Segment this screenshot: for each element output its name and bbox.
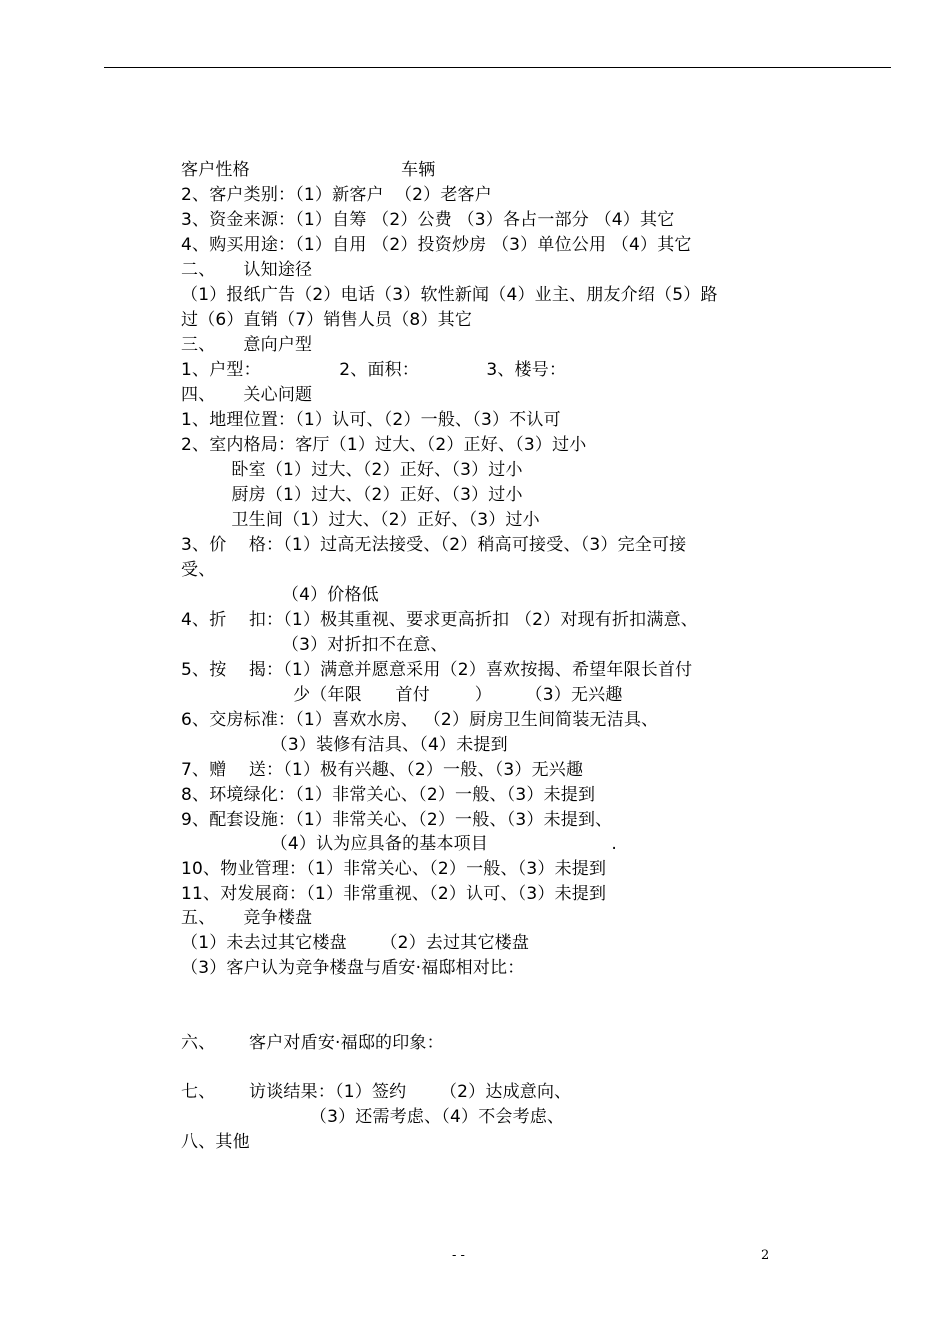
text-line: （4）价格低 — [181, 585, 379, 605]
section-heading: 二、 认知途径 — [181, 260, 313, 280]
text-line: （3）还需考虑、（4）不会考虑、 — [181, 1107, 565, 1127]
section-heading: 六、 客户对盾安·福邸的印象： — [181, 1033, 444, 1053]
text-line: 1、地理位置：（1）认可、（2）一般、（3）不认可 — [181, 410, 561, 430]
text-line: 9、配套设施：（1）非常关心、（2）一般、（3）未提到、 — [181, 810, 613, 830]
text-line: （3）客户认为竞争楼盘与盾安·福邸相对比： — [181, 958, 525, 978]
text-line: 3、资金来源：（1）自筹 （2）公费 （3）各占一部分 （4）其它 — [181, 210, 675, 230]
text-line: 5、按 揭：（1）满意并愿意采用（2）喜欢按揭、希望年限长首付 — [181, 660, 693, 680]
text-line: （3）对折扣不在意、 — [181, 635, 448, 655]
text-line: 3、价 格：（1）过高无法接受、（2）稍高可接受、（3）完全可接 — [181, 535, 687, 555]
section-heading: 三、 意向户型 — [181, 335, 313, 355]
text-line: （1）报纸广告（2）电话（3）软性新闻（4）业主、朋友介绍（5）路 — [181, 285, 718, 305]
section-heading: 四、 关心问题 — [181, 385, 313, 405]
text-line: 7、赠 送：（1）极有兴趣、（2）一般、（3）无兴趣 — [181, 760, 584, 780]
text-line: 4、购买用途：（1）自用 （2）投资炒房 （3）单位公用 （4）其它 — [181, 235, 692, 255]
text-line: （4）认为应具备的基本项目 . — [181, 834, 617, 854]
footer-marker: - - — [452, 1248, 465, 1263]
text-line: 10、物业管理：（1）非常关心、（2）一般、（3）未提到 — [181, 859, 607, 879]
header-rule — [104, 67, 891, 68]
text-line: （1）未去过其它楼盘 （2）去过其它楼盘 — [181, 933, 530, 953]
text-line: （3）装修有洁具、（4）未提到 — [181, 735, 508, 755]
text-line: 8、环境绿化：（1）非常关心、（2）一般、（3）未提到 — [181, 785, 596, 805]
text-line: 6、交房标准：（1）喜欢水房、 （2）厨房卫生间简装无洁具、 — [181, 710, 659, 730]
text-line: 2、客户类别：（1）新客户 （2）老客户 — [181, 185, 492, 205]
text-line: 厨房（1）过大、（2）正好、（3）过小 — [181, 485, 523, 505]
page-number: 2 — [761, 1248, 770, 1263]
section-heading: 七、 访谈结果：（1）签约 （2）达成意向、 — [181, 1082, 572, 1102]
text-line: 客户性格 车辆 — [181, 160, 436, 180]
text-line: 受、 — [181, 560, 216, 580]
text-line: 卧室（1）过大、（2）正好、（3）过小 — [181, 460, 523, 480]
section-heading: 八、其他 — [181, 1132, 250, 1152]
text-line: 卫生间（1）过大、（2）正好、（3）过小 — [181, 510, 540, 530]
section-heading: 五、 竞争楼盘 — [181, 908, 313, 928]
text-line: 过（6）直销（7）销售人员（8）其它 — [181, 310, 473, 330]
text-line: 少（年限 首付 ） （3）无兴趣 — [181, 685, 623, 705]
text-line: 2、室内格局：客厅（1）过大、（2）正好、（3）过小 — [181, 435, 587, 455]
text-line: 11、对发展商：（1）非常重视、（2）认可、（3）未提到 — [181, 884, 607, 904]
text-line: 4、折 扣：（1）极其重视、要求更高折扣 （2）对现有折扣满意、 — [181, 610, 698, 630]
text-line: 1、户型： 2、面积： 3、楼号： — [181, 360, 567, 380]
